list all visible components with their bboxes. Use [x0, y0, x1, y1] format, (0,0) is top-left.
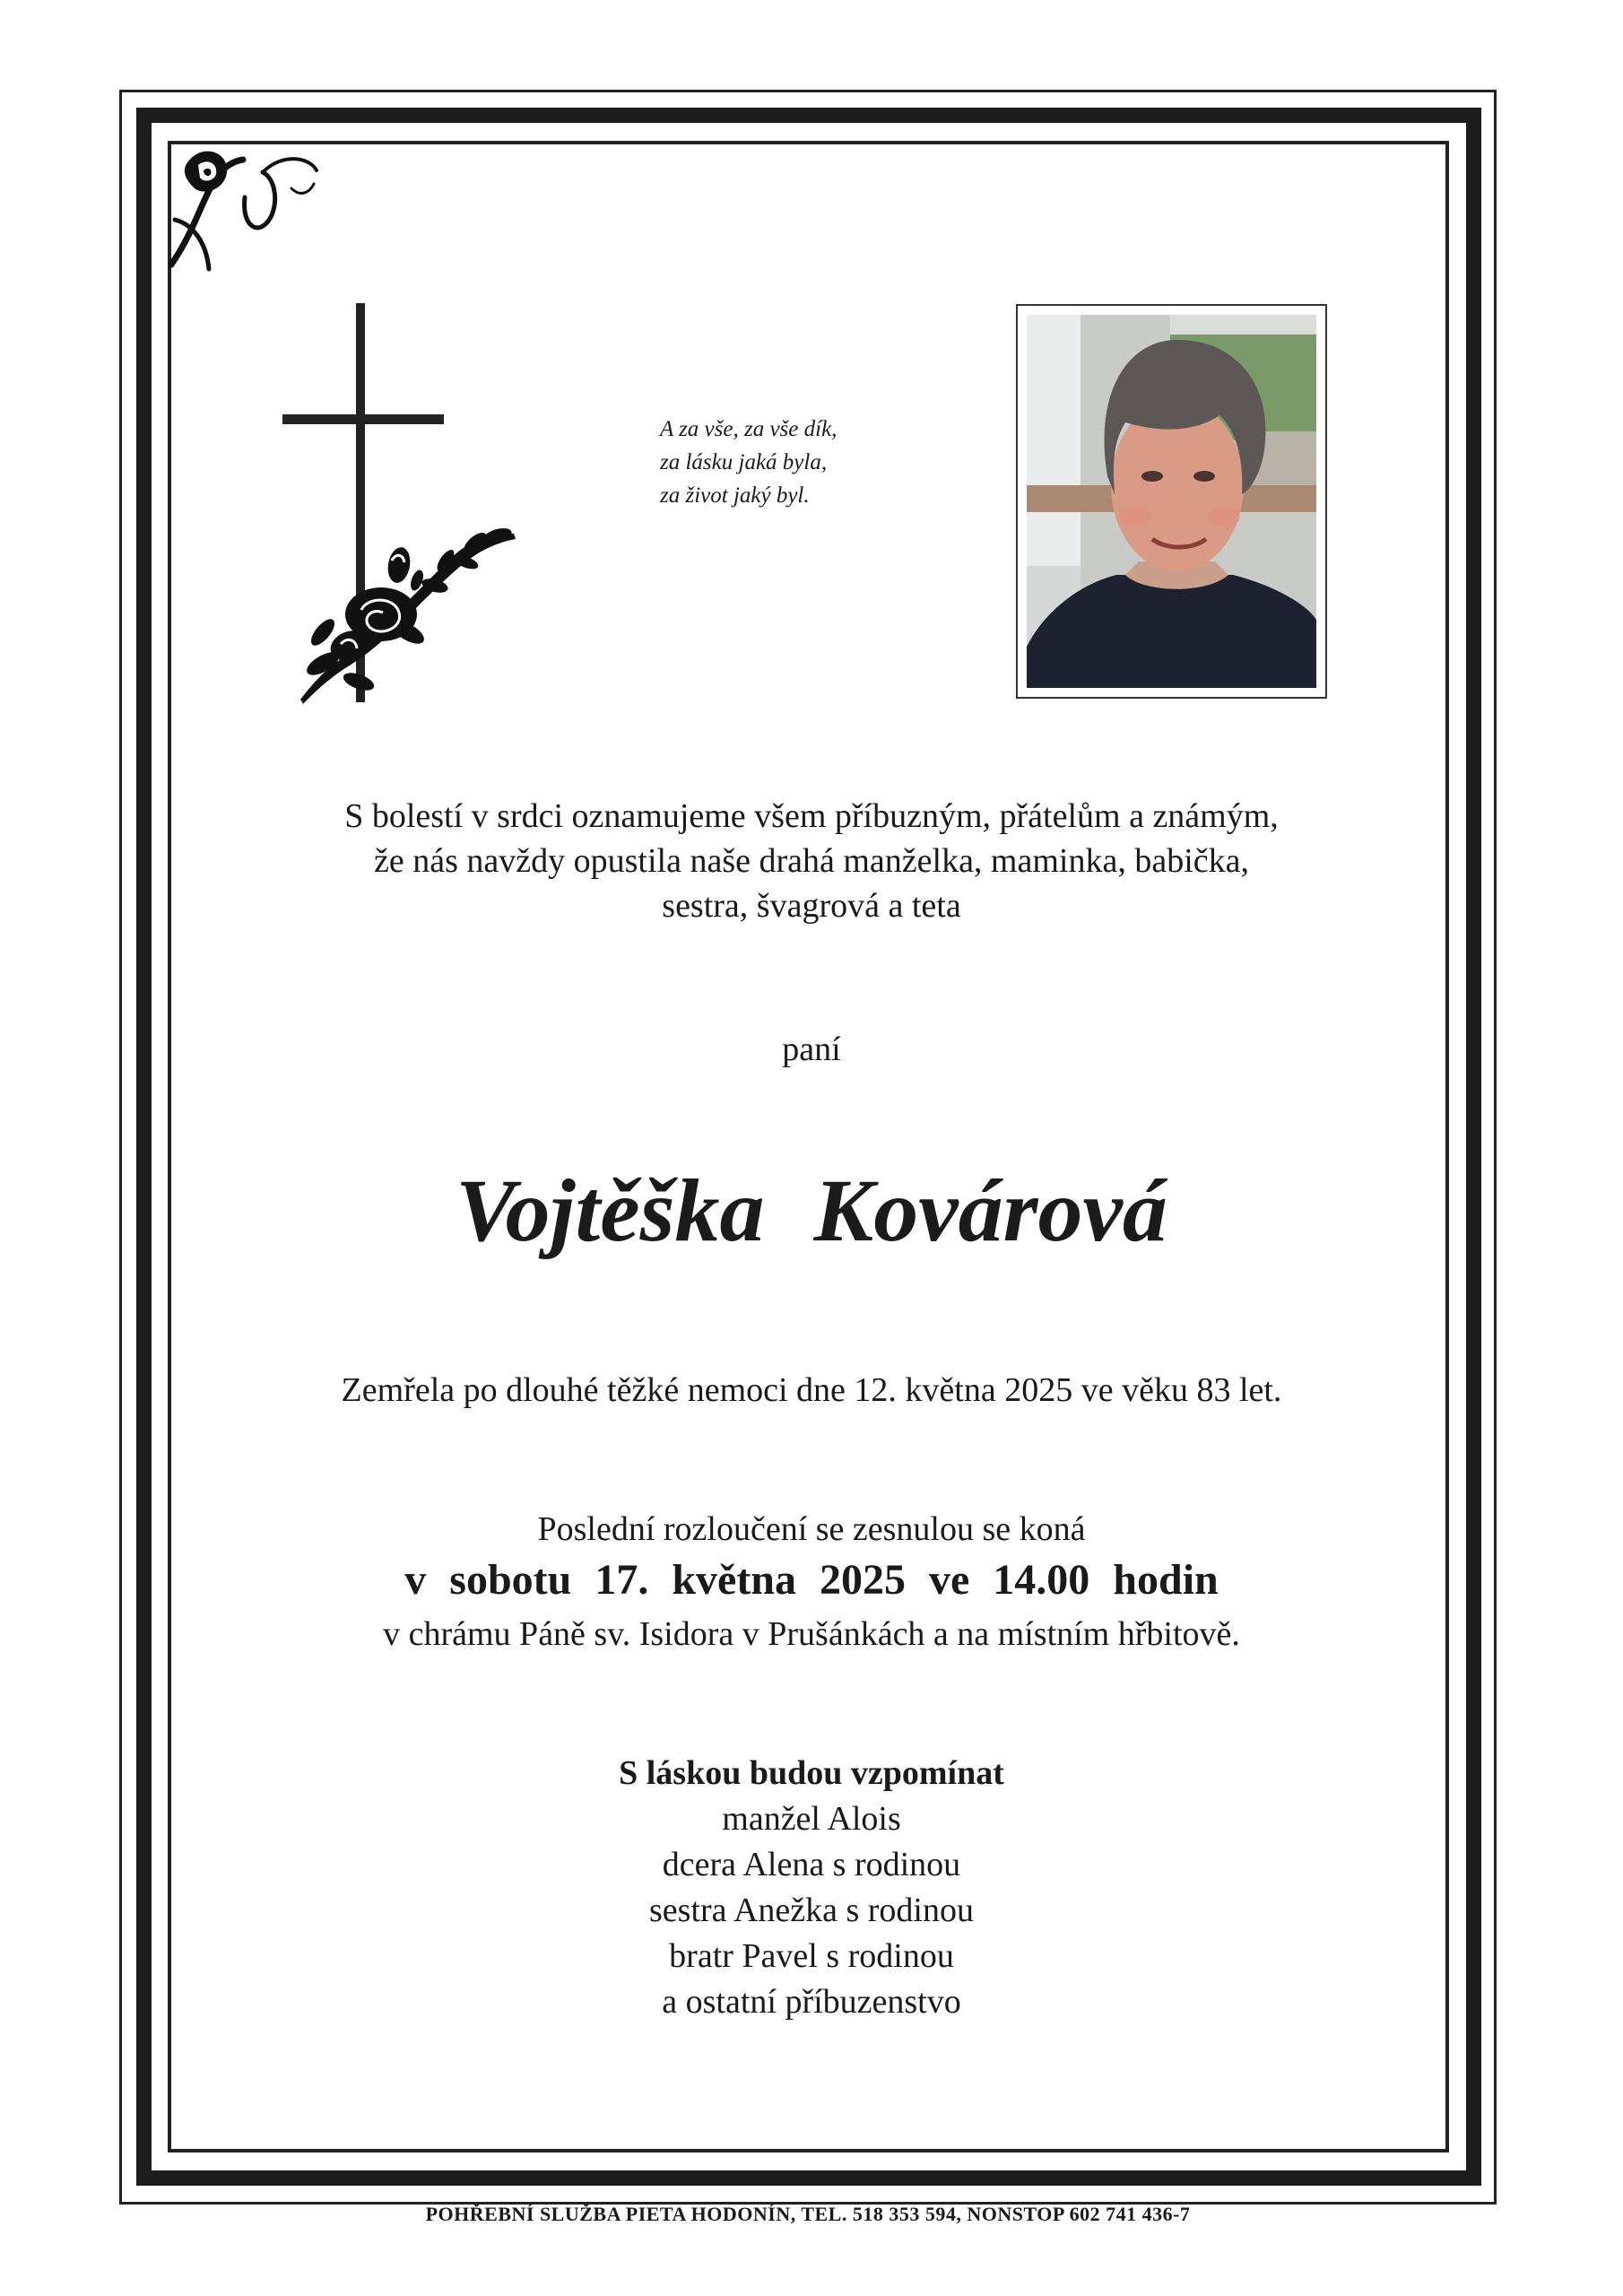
honorific: paní	[782, 1031, 841, 1068]
mourner: manžel Alois	[722, 1800, 901, 1838]
mourners-list	[170, 1751, 1453, 2025]
announcement-line: sestra, švagrová a teta	[662, 887, 961, 925]
verse-line: za život jaký byl.	[660, 483, 810, 508]
deceased-name: Vojtěška Kovárová	[456, 1161, 1167, 1260]
announcement-text	[170, 794, 1453, 928]
farewell-date-time: v sobotu 17. května 2025 ve 14.00 hodin	[404, 1556, 1219, 1604]
death-notice: Zemřela po dlouhé těžké nemoci dne 12. května 2025 ve věku 83 let.	[341, 1371, 1282, 1409]
announcement-line: S bolestí v srdci oznamujeme všem příbuzným, přátelům a známým,	[344, 797, 1279, 835]
mourner: dcera Alena s rodinou	[662, 1846, 961, 1883]
verse-line: A za vše, za vše dík,	[660, 417, 838, 441]
mourner: bratr Pavel s rodinou	[669, 1937, 954, 1975]
mourner: sestra Anežka s rodinou	[649, 1892, 974, 1929]
funeral-service-footer: POHŘEBNÍ SLUŽBA PIETA HODONÍN, TEL. 518 353 594, NONSTOP 602 741 436-7	[425, 2203, 1191, 2225]
announcement-line: že nás navždy opustila naše drahá manželka, maminka, babička,	[374, 842, 1249, 880]
portrait-photo	[1027, 315, 1316, 688]
farewell-intro: Poslední rozloučení se zesnulou se koná	[537, 1510, 1086, 1548]
mourners-heading: S láskou budou vzpomínat	[619, 1754, 1004, 1792]
portrait-frame	[1016, 304, 1327, 699]
floral-corner-ornament-icon	[166, 135, 318, 278]
cross-with-roses-icon	[273, 300, 525, 713]
farewell-place: v chrámu Páně sv. Isidora v Prušánkách a na místním hřbitově.	[383, 1615, 1240, 1653]
verse-line: za lásku jaká byla,	[660, 450, 828, 474]
mourner: a ostatní příbuzenstvo	[662, 1983, 961, 2021]
verse	[660, 413, 947, 512]
